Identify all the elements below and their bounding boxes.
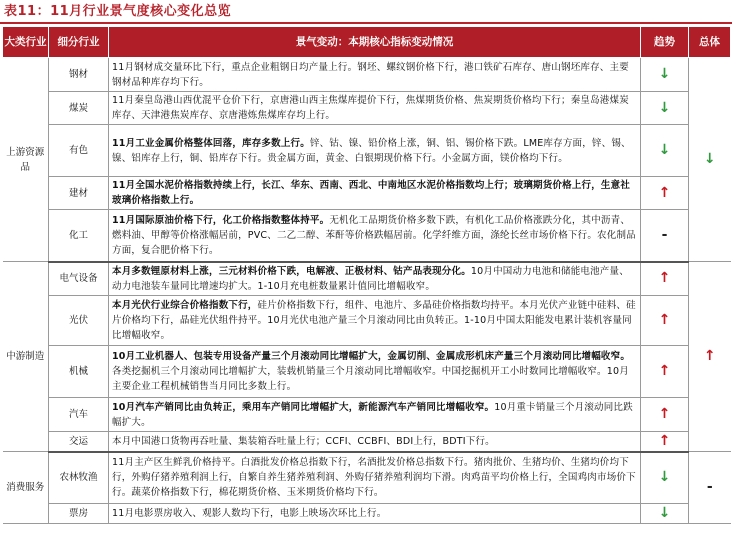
content-cell [109,262,641,296]
table-title: 表11：11月行业景气度核心变化总览 [4,4,232,19]
content-cell [109,346,641,398]
header-row [3,27,731,58]
sub-industry-cell: 钢材 [49,58,109,92]
total-arrow: ↑ [689,262,731,452]
total-arrow: - [689,452,731,524]
content-bold: 本月多数锂原材料上涨，三元材料价格下跌，电解液、正极材料、钴产品表现分化。 [112,265,471,277]
trend-arrow: ↑ [641,432,689,452]
content-cell [109,432,641,452]
trend-arrow: ↑ [641,398,689,432]
header-total: 总体 [689,27,731,58]
table-row [3,177,731,210]
content-cell [109,210,641,262]
content-cell [109,296,641,346]
content-bold: 11月全国水泥价格指数持续上行，长江、华东、西南、西北、中南地区水泥价格指数均上行；玻璃期货价格上行，生意社玻璃价格指数上行。 [112,180,631,206]
sub-industry-cell: 汽车 [49,398,109,432]
table-row [3,125,731,177]
header-trend: 趋势 [641,27,689,58]
content-text: 11月钢材成交量环比下行，重点企业粗钢日均产量上行。钢坯、螺纹钢价格下行，港口铁矿石库存、唐山钢坯库存、主要钢材品种库存均下行。 [112,61,629,88]
content-text: 10月中国动力电池和储能电池产量、动力电池装车量同比增速均扩大。1-10月充电桩数量累计值同比增幅收窄。 [112,265,629,292]
sub-industry-cell: 机械 [49,346,109,398]
content-text: 本月中国港口货物再吞吐量、集装箱吞吐量上行；CCFI、CCBFI、BDI上行，BDTI下行。 [112,435,495,447]
content-text: 无机化工品期货价格多数下跌，有机化工品价格涨跌分化，其中沥青、燃料油、甲醇等价格涨幅居前，PVC、二乙二醇、苯酐等价格跌幅居前。化学纤维方面，涤纶长丝市场价格下行。农化制品方面，复合肥价格下行。 [112,214,636,256]
sub-industry-cell: 交运 [49,432,109,452]
content-cell [109,125,641,177]
table-row [3,346,731,398]
sub-industry-cell: 煤炭 [49,92,109,125]
table-row [3,92,731,125]
content-bold: 11月工业金属价格整体回落，库存多数上行。 [112,137,310,149]
title-divider [0,22,732,24]
trend-arrow: ↑ [641,296,689,346]
sub-industry-cell: 票房 [49,504,109,524]
sub-industry-cell: 化工 [49,210,109,262]
table-row [3,58,731,92]
content-bold: 本月光伏行业综合价格指数下行， [112,300,258,311]
table-row [3,296,731,346]
table-row [3,398,731,432]
sub-industry-cell: 农林牧渔 [49,452,109,504]
category-cell: 上游资源品 [3,58,49,262]
content-text: 11月主产区生鲜乳价格持平。白酒批发价格总指数下行，名酒批发价格总指数下行。猪肉批价、生猪均价、生猪均价均下行，外购仔猪养殖利润上行，自繁自养生猪养殖利润、外购仔猪养殖利润均下滑。肉鸡苗平均价格上行，全国鸡肉市场价下行。蔬菜价格指数下行，棉花期货价格、玉米期货价格均下行。 [112,457,636,499]
content-text: 各类挖掘机三个月滚动同比增幅扩大，装载机销量三个月滚动同比增幅收窄。中国挖掘机开工小时数同比增幅收窄。10月主要企业工程机械销售当月同比多数上行。 [112,366,629,392]
content-text: 11月电影票房收入、观影人数均下行，电影上映场次环比上行。 [112,508,387,519]
sub-industry-cell: 电气设备 [49,262,109,296]
trend-arrow: ↑ [641,262,689,296]
trend-arrow: ↓ [641,58,689,92]
sub-industry-cell: 光伏 [49,296,109,346]
table-row [3,504,731,524]
header-content: 景气变动：本期核心指标变动情况 [109,27,641,58]
content-text: 11月秦皇岛港山西优混平仓价下行，京唐港山西主焦煤库提价下行，焦煤期货价格、焦炭期货价格均下行；秦皇岛港煤炭库存、天津港焦炭库存、京唐港炼焦煤库存均上行。 [112,95,629,121]
trend-arrow: ↑ [641,177,689,210]
content-bold: 10月工业机器人、包装专用设备产量三个月滚动同比增幅扩大，金属切削、金属成形机床产量三个月滚动同比增幅收窄。 [112,351,631,362]
content-cell [109,452,641,504]
content-cell [109,177,641,210]
header-sub: 细分行业 [49,27,109,58]
content-cell [109,398,641,432]
category-cell: 中游制造 [3,262,49,452]
trend-arrow: ↑ [641,346,689,398]
content-bold: 11月国际原油价格下行，化工价格指数整体持平。 [112,214,330,226]
trend-arrow: - [641,210,689,262]
content-cell [109,92,641,125]
trend-arrow: ↓ [641,452,689,504]
trend-arrow: ↓ [641,125,689,177]
trend-arrow: ↓ [641,504,689,524]
header-category: 大类行业 [3,27,49,58]
content-cell [109,504,641,524]
table-row [3,262,731,296]
content-text: 10月重卡销量三个月滚动同比跌幅扩大。 [112,401,633,428]
table-row [3,432,731,452]
sub-industry-cell: 建材 [49,177,109,210]
sub-industry-cell: 有色 [49,125,109,177]
content-text: 硅片价格指数下行，组件、电池片、多晶硅价格指数均持平。本月光伏产业链中硅料、硅片价格均下行，晶硅光伏组件持平。10月光伏电池产量三个月滚动同比由负转正。1-10月中国太阳能发电累计装机容量同比增幅收窄。 [112,300,636,341]
content-text: 锌、钴、镍、铅价格上涨，铜、铝、锡价格下跌。LME库存方面，锌、锡、镍、铝库存上行，铜、铅库存下行。贵金属方面，黄金、白银期现价格下行。小金属方面，镁价格均下行。 [112,137,631,164]
trend-arrow: ↓ [641,92,689,125]
table-row [3,452,731,504]
table-row [3,210,731,262]
content-bold: 10月汽车产销同比由负转正，乘用车产销同比增幅扩大，新能源汽车产销同比增幅收窄。 [112,401,495,413]
total-arrow: ↓ [689,58,731,262]
category-cell: 消费服务 [3,452,49,524]
content-cell [109,58,641,92]
industry-overview-table [2,26,731,524]
